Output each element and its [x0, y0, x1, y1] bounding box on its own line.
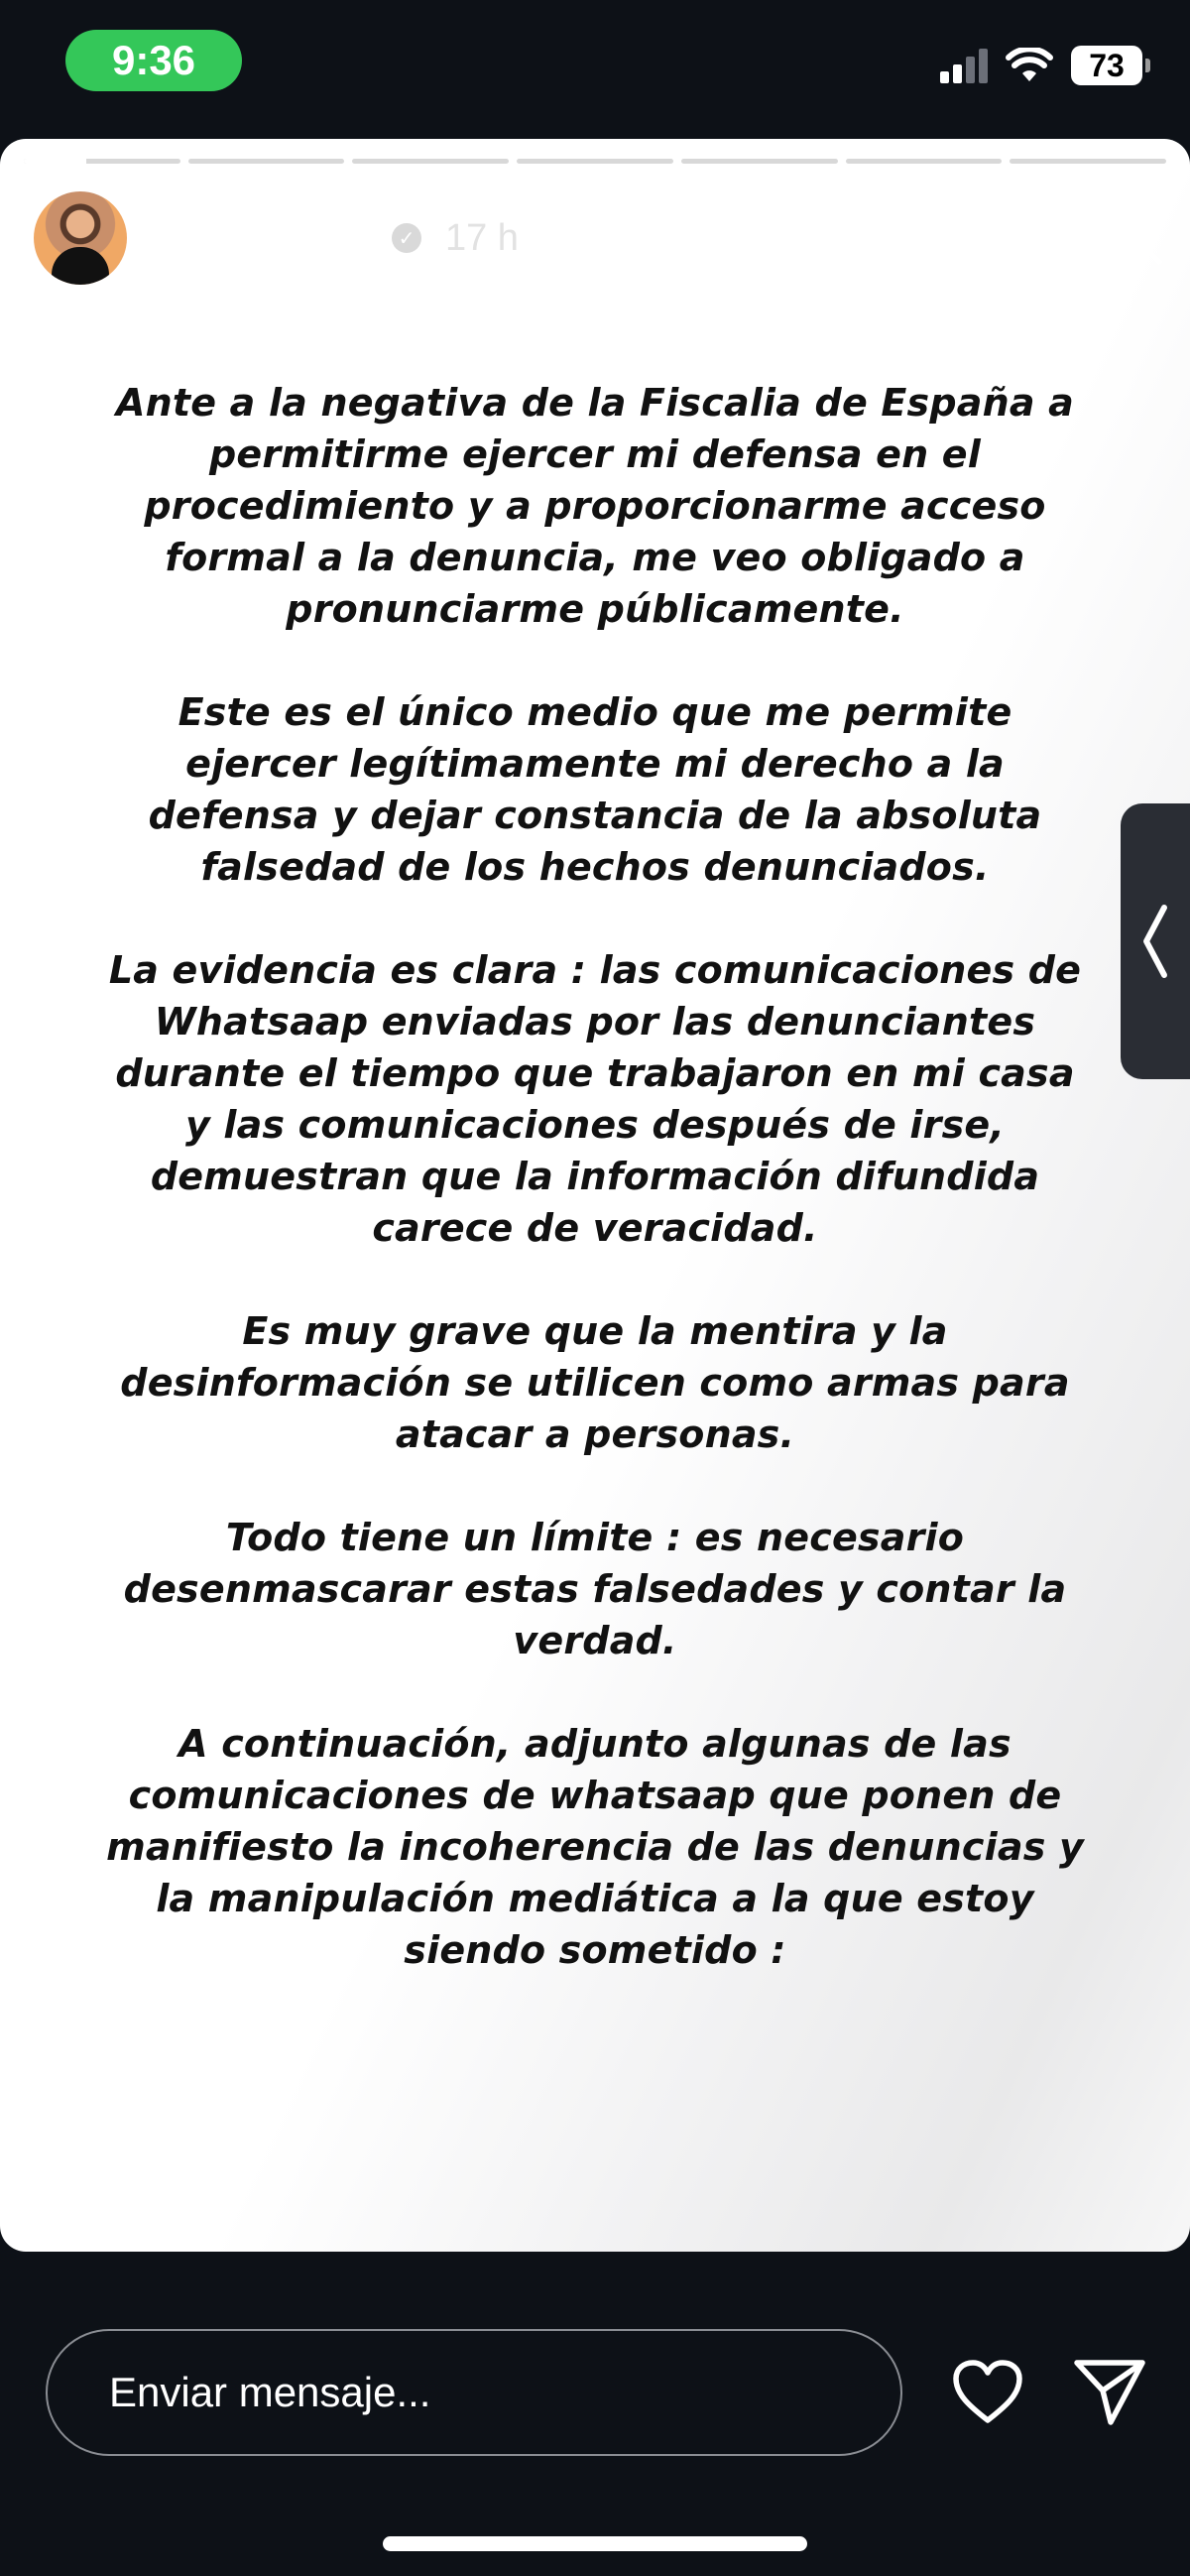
heart-icon[interactable] [950, 2357, 1025, 2428]
side-panel-handle[interactable] [1121, 803, 1190, 1079]
verified-icon: ✓ [392, 223, 421, 253]
progress-segment [24, 159, 180, 164]
progress-segment [517, 159, 673, 164]
avatar[interactable] [34, 191, 127, 285]
progress-segment [846, 159, 1003, 164]
paragraph-6: A continuación, adjunto algunas de las comunicaciones de whatsaap que ponen de manifiesto la incoherencia de las denuncias y la manipulación mediática a la que estoy siendo sometido : [106, 1722, 1084, 1972]
battery-icon: 73 [1071, 46, 1142, 85]
signal-icon [940, 48, 988, 83]
paragraph-1: Ante a la negativa de la Fiscalia de España a permitirme ejercer mi defensa en el procedimiento y a proporcionarme acceso formal a la denuncia, me veo obligado a pronunciarme públicamente. [116, 381, 1074, 631]
progress-segment [1010, 159, 1166, 164]
follow-button[interactable]: Seguir [737, 194, 939, 286]
close-icon[interactable] [1100, 202, 1171, 274]
progress-segment [352, 159, 509, 164]
paragraph-5: Todo tiene un límite : es necesario desenmascarar estas falsedades y contar la verdad. [123, 1516, 1067, 1662]
story-text [99, 377, 1091, 2027]
paragraph-2: Este es el único medio que me permite ejercer legítimamente mi derecho a la defensa y dejar constancia de la absoluta falsedad de los hechos denunciados. [148, 690, 1042, 889]
progress-segment [681, 159, 838, 164]
time-ago: 17 h [444, 216, 519, 259]
status-time: 9:36 [65, 30, 242, 91]
story-header [34, 190, 1166, 286]
message-input[interactable]: Enviar mensaje... [46, 2329, 902, 2456]
progress-segment [188, 159, 345, 164]
send-icon[interactable] [1071, 2355, 1148, 2428]
more-icon[interactable] [996, 220, 1055, 260]
home-indicator [383, 2536, 807, 2551]
story-progress [24, 159, 1166, 164]
username[interactable]: julioiglesias [155, 215, 382, 260]
wifi-icon [1006, 48, 1053, 83]
paragraph-3: La evidencia es clara : las comunicaciones de Whatsaap enviadas por las denunciantes durante el tiempo que trabajaron en mi casa y las comunicaciones después de irse, demuestran que la información difundida carece de veracidad. [108, 948, 1082, 1250]
chevron-left-icon [1138, 902, 1172, 981]
progress-fill [24, 159, 86, 164]
status-icons [940, 46, 1142, 85]
story-card[interactable] [0, 139, 1190, 2252]
paragraph-4: Es muy grave que la mentira y la desinformación se utilicen como armas para atacar a personas. [120, 1309, 1070, 1456]
